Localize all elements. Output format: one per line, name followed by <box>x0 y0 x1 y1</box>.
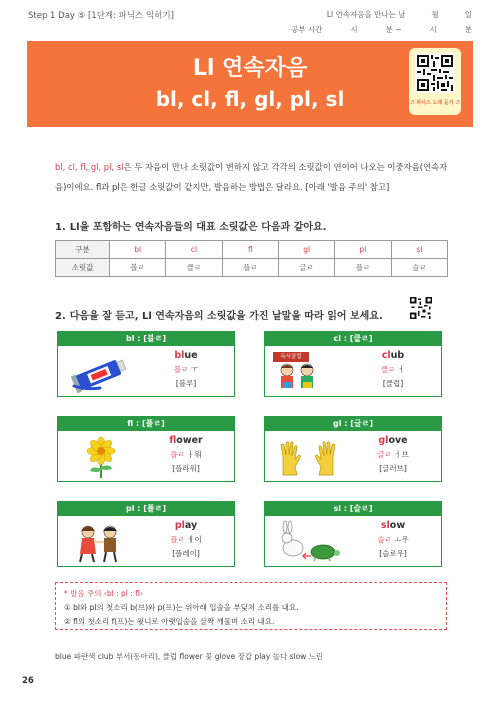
hangul-rest: ㅓ <box>395 365 406 374</box>
word-card-sl[interactable] <box>264 501 442 567</box>
banner-title: Ll 연속자음 <box>192 56 308 81</box>
sound-value-table <box>55 240 448 277</box>
card-pronunciation: [글러브] <box>379 464 407 473</box>
date-line <box>327 9 472 20</box>
section-2-number: 2. <box>55 311 66 322</box>
card-word <box>140 350 232 361</box>
card-header: bl : [블ㄹ] <box>58 332 234 346</box>
sound-cell: 블ㄹ <box>110 259 166 277</box>
day-label: 일 <box>464 10 472 19</box>
hangul-cluster: 플ㄹ <box>170 450 185 459</box>
minute-label-2: 분 <box>464 25 472 34</box>
card-pronunciation: [블루] <box>175 379 197 388</box>
word-rest: ower <box>176 435 203 446</box>
book-club-kids-icon <box>273 362 343 394</box>
hangul-cluster: 슬ㄹ <box>377 535 392 544</box>
card-header: gl : [글ㄹ] <box>265 417 441 431</box>
word-cluster: pl <box>174 520 185 531</box>
paint-tube-icon <box>66 350 136 394</box>
intro-line2: 음)이에요. fl과 pl은 한글 소릿값이 같지만, 발음하는 방법은 달라요. [아래 '발음 주의' 참고] <box>55 182 390 192</box>
card-header: pl : [플ㄹ] <box>58 502 234 516</box>
word-card-gl[interactable] <box>264 416 442 482</box>
section-1-heading <box>55 218 326 233</box>
row-head-sound: 소릿값 <box>56 259 110 277</box>
card-header: cl : [클ㄹ] <box>265 332 441 346</box>
month-label: 월 <box>431 10 439 19</box>
card-header: sl : [슬ㄹ] <box>265 502 441 516</box>
rabbit-turtle-icon <box>273 520 343 564</box>
study-time-line <box>291 24 472 35</box>
sound-cell: 클ㄹ <box>166 259 222 277</box>
cluster-cell: fl <box>222 241 278 259</box>
note-line-2: ② fl의 첫소리 f(프)는 윗니로 아랫입술을 살짝 깨물며 소리 내요. <box>64 617 275 626</box>
word-cluster: fl <box>169 435 177 446</box>
book-club-sign: 독서클럽 <box>273 352 309 362</box>
section-1-title: Ll을 포함하는 연속자음들의 대표 소릿값은 다음과 같아요. <box>69 222 327 233</box>
section-1-number: 1. <box>55 222 66 233</box>
card-word <box>140 435 232 446</box>
card-pronunciation: [슬로우] <box>379 549 407 558</box>
word-cluster: sl <box>380 520 390 531</box>
intro-paragraph <box>55 157 450 197</box>
word-rest: ay <box>184 520 198 531</box>
word-cluster: cl <box>381 350 391 361</box>
card-pronunciation: [클럽] <box>382 379 404 388</box>
intro-clusters: bl, cl, fl, gl, pl, sl <box>55 162 124 172</box>
cluster-cell: bl <box>110 241 166 259</box>
hangul-cluster: 플ㄹ <box>170 535 185 544</box>
word-card-pl[interactable] <box>57 501 235 567</box>
card-pronunciation: [플레이] <box>172 549 200 558</box>
intro-line1-rest: 은 두 자음이 만나 소릿값이 변하지 않고 각각의 소릿값이 연이어 나오는 이중자음(연속자 <box>123 162 448 172</box>
section-2-heading <box>55 307 383 322</box>
card-hangul <box>140 449 232 460</box>
table-row-sounds <box>56 259 448 277</box>
hangul-rest: ㅏ워 <box>184 450 202 459</box>
card-word <box>347 350 439 361</box>
page-header <box>0 0 500 38</box>
sound-cell: 글ㄹ <box>278 259 334 277</box>
section-2-title: 다음을 잘 듣고, Ll 연속자음의 소릿값을 가진 낱말을 따라 읽어 보세요. <box>69 311 383 322</box>
vocabulary-line: blue 파란색 club 부서(동아리), 클럽 flower 꽃 glove 장갑 play 놀다 slow 느린 <box>55 652 324 661</box>
cluster-cell: sl <box>391 241 447 259</box>
card-hangul <box>140 364 232 375</box>
hangul-cluster: 블ㄹ <box>173 365 189 374</box>
card-hangul <box>347 449 439 460</box>
word-rest: ub <box>390 350 405 361</box>
card-hangul <box>347 364 439 375</box>
sound-cell: 플ㄹ <box>222 259 278 277</box>
children-playing-icon <box>66 520 136 564</box>
cluster-cell: cl <box>166 241 222 259</box>
card-word <box>140 520 232 531</box>
step-label: Step 1 Day ⑤ [1단계: 파닉스 익히기] <box>28 11 174 21</box>
card-hangul <box>140 534 232 545</box>
sound-cell: 플ㄹ <box>335 259 391 277</box>
title-banner <box>27 41 473 127</box>
hangul-rest: ㅗ우 <box>391 535 409 544</box>
word-rest: ue <box>184 350 198 361</box>
qr-caption: ♬ 파닉스 노래 듣기 ♬ <box>410 100 460 106</box>
word-rest: ow <box>389 520 406 531</box>
flower-icon <box>66 435 136 479</box>
hangul-rest: ㅔ이 <box>184 535 202 544</box>
hangul-rest: ㅓ브 <box>391 450 409 459</box>
minute-label: 분 ~ <box>385 25 402 34</box>
hour-label-2: 시 <box>429 25 437 34</box>
page-number: 26 <box>22 676 34 686</box>
hangul-cluster: 클ㄹ <box>380 365 396 374</box>
study-time-label: 공부 시간 <box>290 25 323 34</box>
word-rest: ove <box>388 435 408 446</box>
card-word <box>347 435 439 446</box>
pronunciation-note <box>55 582 447 630</box>
row-head-category: 구분 <box>56 241 110 259</box>
word-card-cl[interactable] <box>264 331 442 397</box>
card-word <box>347 520 439 531</box>
phonics-song-qr-card[interactable] <box>409 48 461 115</box>
word-cluster: bl <box>174 350 185 361</box>
qr-code-icon[interactable] <box>415 53 455 93</box>
card-header: fl : [플ㄹ] <box>58 417 234 431</box>
card-pronunciation: [플라워] <box>172 464 200 473</box>
word-card-fl[interactable] <box>57 416 235 482</box>
cluster-cell: gl <box>278 241 334 259</box>
date-label: Ll 연속자음을 만나는 날 <box>326 10 406 19</box>
hangul-rest: ㅜ <box>188 365 199 374</box>
gloves-icon <box>273 435 343 479</box>
listen-qr-code-icon[interactable] <box>410 297 432 319</box>
hour-label: 시 <box>350 25 358 34</box>
note-title: * 발음 주의 ‹bl : pl : fl› <box>64 589 143 598</box>
note-line-1: ① bl와 pl의 첫소리 b(브)와 p(프)는 위아래 입술을 부딪쳐 소리를 내요. <box>64 603 299 612</box>
card-hangul <box>347 534 439 545</box>
word-cluster: gl <box>378 435 389 446</box>
cluster-cell: pl <box>335 241 391 259</box>
table-row-clusters <box>56 241 448 259</box>
banner-subtitle: bl, cl, fl, gl, pl, sl <box>155 87 345 111</box>
sound-cell: 슬ㄹ <box>391 259 447 277</box>
word-card-bl[interactable] <box>57 331 235 397</box>
hangul-cluster: 글ㄹ <box>377 450 392 459</box>
